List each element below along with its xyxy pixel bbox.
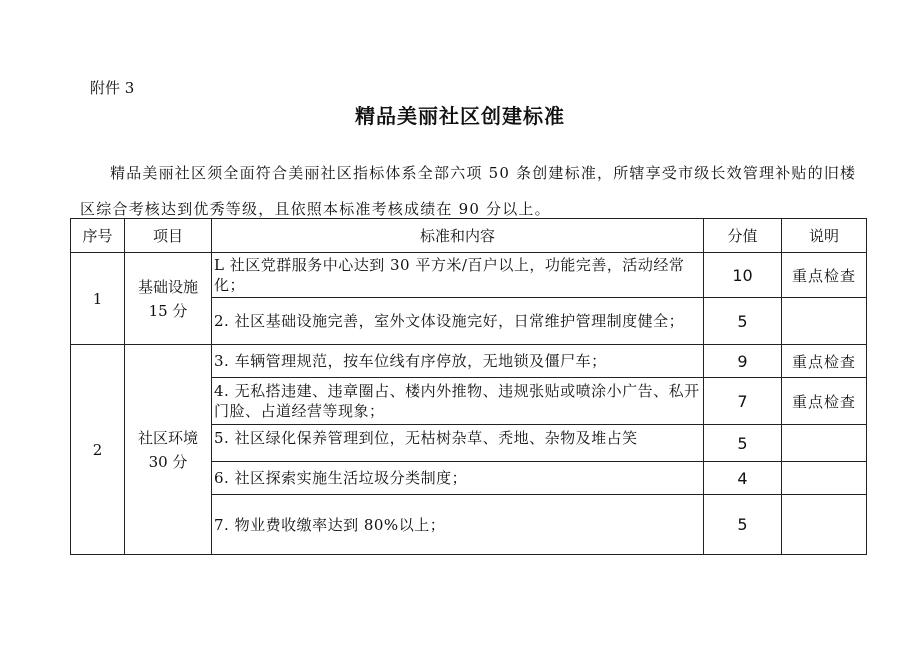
header-index: 序号 — [71, 219, 125, 253]
row-score: 4 — [704, 462, 782, 495]
header-item: 项目 — [125, 219, 212, 253]
row-note — [782, 495, 867, 555]
document-title: 精品美丽社区创建标准 — [355, 104, 565, 128]
row-score: 7 — [704, 378, 782, 425]
header-score: 分值 — [704, 219, 782, 253]
row-content: 6. 社区探索实施生活垃圾分类制度； — [212, 462, 704, 495]
standards-table — [70, 218, 867, 555]
group-item-points: 15 分 — [148, 301, 188, 320]
intro-paragraph: 精品美丽社区须全面符合美丽社区指标体系全部六项 50 条创建标准，所辖享受市级长效管理补贴的旧楼区综合考核达到优秀等级，且依照本标准考核成绩在 90 分以上。 — [80, 164, 857, 218]
row-content: L 社区党群服务中心达到 30 平方米/百户以上，功能完善，活动经常化； — [212, 253, 704, 298]
row-score: 5 — [704, 495, 782, 555]
row-content-clip: 5. 社区绿化保养管理到位，无枯树杂草、秃地、杂物及堆占笑 — [214, 428, 638, 447]
table-header-row — [71, 219, 867, 253]
row-note — [782, 462, 867, 495]
row-content: 2. 社区基础设施完善，室外文体设施完好，日常维护管理制度健全； — [212, 298, 704, 345]
row-score: 10 — [704, 253, 782, 298]
row-note: 重点检查 — [782, 378, 867, 425]
group-item-name: 基础设施 — [137, 277, 198, 296]
row-content: 7. 物业费收缴率达到 80%以上； — [212, 495, 704, 555]
group-item-name: 社区环境 — [137, 428, 198, 447]
table-row — [71, 345, 867, 378]
row-score: 5 — [704, 298, 782, 345]
row-content: 3. 车辆管理规范，按车位线有序停放，无地锁及僵尸车； — [212, 345, 704, 378]
group-item — [125, 253, 212, 345]
row-note — [782, 298, 867, 345]
attachment-label: 附件 3 — [90, 79, 135, 97]
header-note: 说明 — [782, 219, 867, 253]
group-item-points: 30 分 — [148, 452, 188, 471]
row-content — [212, 425, 704, 462]
row-score: 9 — [704, 345, 782, 378]
row-note: 重点检查 — [782, 345, 867, 378]
group-index: 2 — [71, 345, 125, 555]
row-score: 5 — [704, 425, 782, 462]
table-row — [71, 253, 867, 298]
group-item — [125, 345, 212, 555]
header-content: 标准和内容 — [212, 219, 704, 253]
row-note: 重点检查 — [782, 253, 867, 298]
row-note — [782, 425, 867, 462]
row-content: 4. 无私搭违建、违章圈占、楼内外推物、违规张贴或喷涂小广告、私开门脸、占道经营等现象； — [212, 378, 704, 425]
group-index: 1 — [71, 253, 125, 345]
